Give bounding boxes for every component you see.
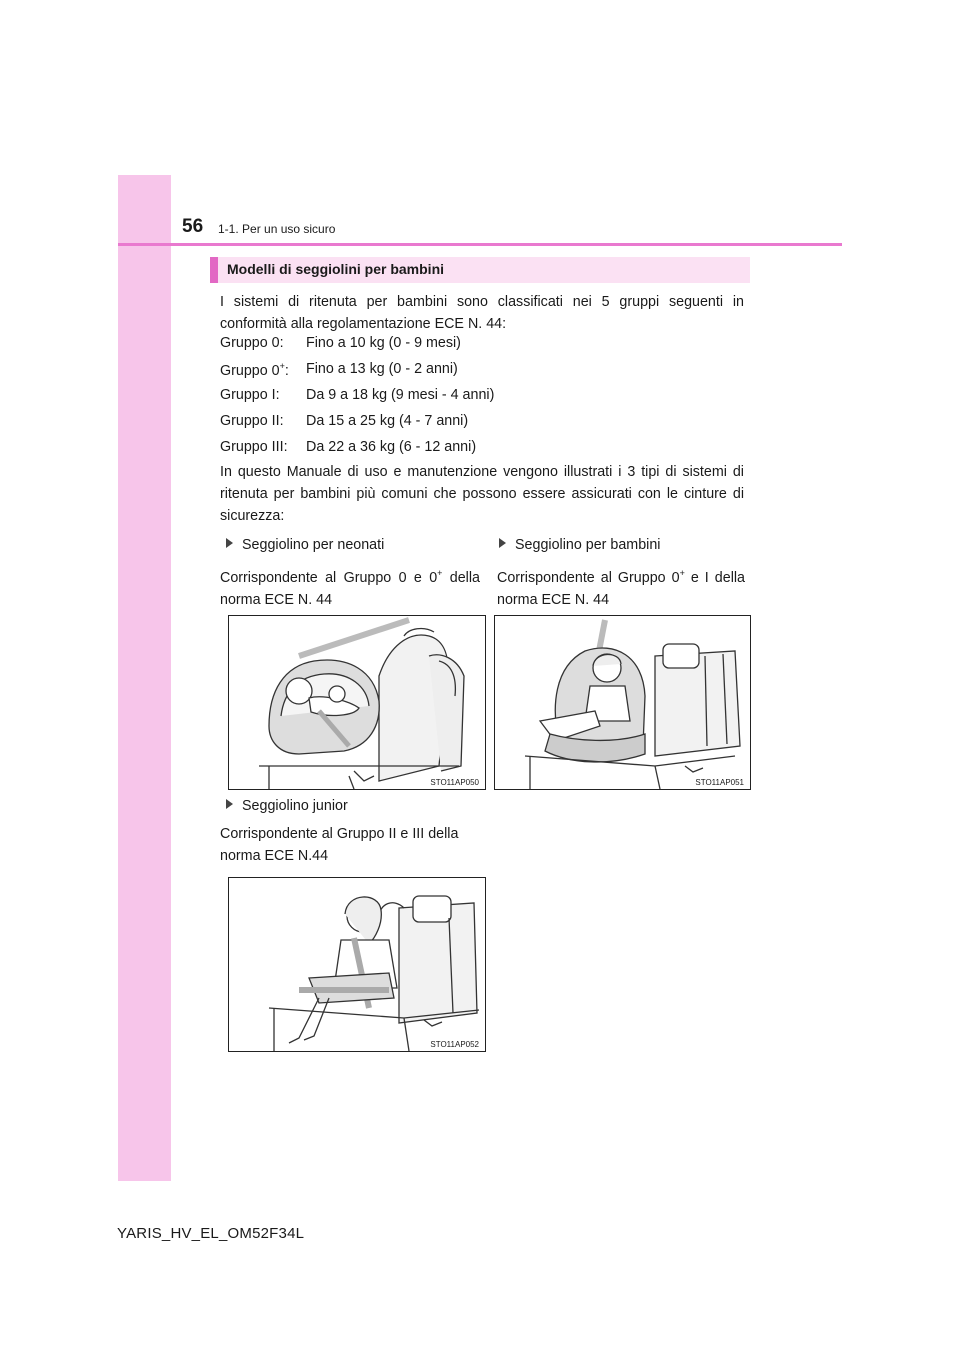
group-label: Gruppo III: — [220, 439, 288, 455]
junior-seat-heading: Seggiolino junior — [226, 798, 348, 814]
group-label: Gruppo I: — [220, 387, 280, 403]
group-value: Da 15 a 25 kg (4 - 7 anni) — [306, 413, 469, 429]
triangle-bullet-icon — [226, 538, 233, 548]
group-value: Da 22 a 36 kg (6 - 12 anni) — [306, 439, 477, 455]
group-value: Fino a 13 kg (0 - 2 anni) — [306, 361, 458, 377]
junior-seat-description: Corrispondente al Gruppo II e III della norma ECE N.44 — [220, 826, 459, 864]
triangle-bullet-icon — [226, 799, 233, 809]
figure-code: STO11AP052 — [430, 1040, 479, 1049]
child-seat-illustration — [495, 616, 750, 789]
infant-seat-heading: Seggiolino per neonati — [226, 537, 384, 553]
page-number: 56 — [182, 216, 204, 237]
infant-seat-figure — [228, 615, 486, 790]
child-seat-heading: Seggiolino per bambini — [499, 537, 660, 553]
group-value: Da 9 a 18 kg (9 mesi - 4 anni) — [306, 387, 495, 403]
group-label: Gruppo 0: — [220, 335, 284, 351]
child-seat-description: Corrispondente al Gruppo 0+ e I della norma ECE N. 44 — [497, 568, 745, 608]
document-code: YARIS_HV_EL_OM52F34L — [117, 1225, 305, 1242]
infant-seat-illustration — [229, 616, 485, 789]
figure-code: STO11AP050 — [430, 778, 479, 787]
manual-paragraph: In questo Manuale di uso e manutenzione vengono illustrati i 3 tipi di sistemi di ritenuta per bambini più comuni che possono essere assicurati con le cinture di sicurezza: — [220, 464, 744, 524]
intro-paragraph: I sistemi di ritenuta per bambini sono classificati nei 5 gruppi seguenti in conformità alla regolamentazione ECE N. 44: — [220, 294, 744, 332]
section-title: Modelli di seggiolini per bambini — [227, 261, 445, 277]
group-value: Fino a 10 kg (0 - 9 mesi) — [306, 335, 461, 351]
section-heading — [210, 257, 750, 283]
section-heading-bar — [210, 257, 218, 283]
group-label: Gruppo II: — [220, 413, 284, 429]
side-tab-strip — [118, 175, 171, 1181]
figure-code: STO11AP051 — [695, 778, 744, 787]
child-seat-figure — [494, 615, 751, 790]
group-label: Gruppo 0+: — [220, 361, 289, 379]
infant-seat-description: Corrispondente al Gruppo 0 e 0+ della norma ECE N. 44 — [220, 568, 480, 608]
chapter-title: 1-1. Per un uso sicuro — [218, 222, 336, 236]
header-rule — [118, 243, 842, 246]
junior-seat-illustration — [229, 878, 485, 1051]
junior-seat-figure — [228, 877, 486, 1052]
triangle-bullet-icon — [499, 538, 506, 548]
